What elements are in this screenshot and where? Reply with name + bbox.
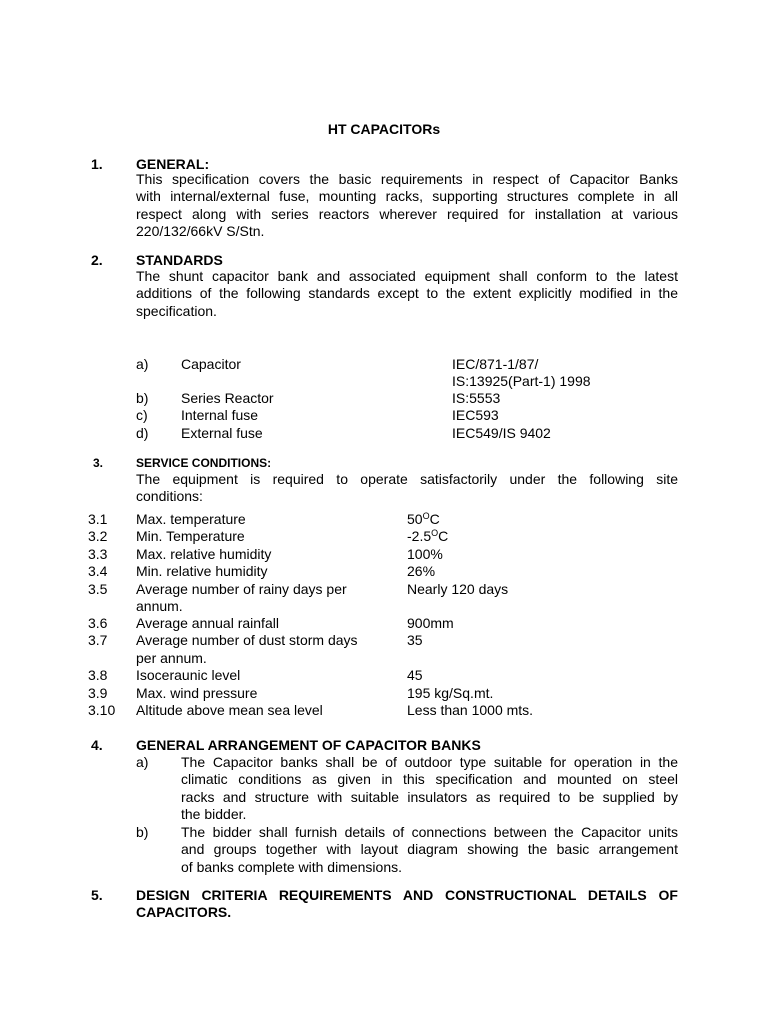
section-2-paragraph [136,268,678,320]
section-2-number: 2. [91,252,103,268]
arrangement-line: of banks complete with dimensions. [181,858,402,875]
section-3-line: The equipment is required to operate satisfactorily under the following site [136,471,678,487]
condition-parameter: Isoceraunic level [136,667,241,683]
section-3-paragraph [136,471,678,506]
standard-item: Internal fuse [181,407,259,423]
condition-parameter: Average number of dust storm days [136,632,358,648]
standard-letter: b) [136,390,149,406]
document-title: HT CAPACITORs [327,121,441,137]
section-5-number: 5. [91,887,103,903]
standard-code: IS:5553 [452,390,501,406]
arrangement-line: racks and structure with suitable insulators as required to be supplied by [181,788,678,805]
section-1-line: with internal/external fuse, mounting racks, supporting structures complete in all [136,188,678,205]
standard-item: Series Reactor [181,390,274,406]
arrangement-line: the bidder. [181,806,247,823]
condition-number: 3.2 [88,528,108,544]
condition-parameter-continued: per annum. [136,650,207,666]
condition-value: 35 [407,632,423,648]
condition-parameter: Min. Temperature [136,528,245,544]
condition-parameter: Average annual rainfall [136,615,279,631]
arrangement-item-letter: a) [136,754,149,770]
condition-value: Nearly 120 days [407,581,509,597]
standard-code: IEC549/IS 9402 [452,425,551,441]
condition-parameter: Min. relative humidity [136,563,268,579]
arrangement-line: and groups together with layout diagram showing the basic arrangement [181,841,678,858]
condition-parameter: Max. temperature [136,511,246,527]
condition-value: 26% [407,563,436,579]
condition-number: 3.8 [88,667,108,683]
section-1-line: This specification covers the basic requirements in respect of Capacitor Banks [136,171,678,187]
section-1-heading: GENERAL: [136,156,210,172]
condition-number: 3.5 [88,581,108,597]
arrangement-item-text [181,754,678,824]
condition-value: 900mm [407,615,454,631]
section-5-line: CAPACITORS. [136,904,232,921]
condition-number: 3.4 [88,563,108,579]
arrangement-item-text [181,824,678,876]
condition-parameter: Altitude above mean sea level [136,702,323,718]
condition-number: 3.3 [88,546,108,562]
condition-value: 45 [407,667,423,683]
condition-number: 3.1 [88,511,108,527]
standard-code: IEC593 [452,407,499,423]
standard-letter: c) [136,407,148,423]
section-5-line: DESIGN CRITERIA REQUIREMENTS AND CONSTRUCTIONAL DETAILS OF [136,887,678,903]
section-1-paragraph [136,171,678,241]
condition-parameter: Max. relative humidity [136,546,272,562]
condition-number: 3.7 [88,632,108,648]
standard-letter: a) [136,356,149,372]
section-2-line: specification. [136,302,217,319]
arrangement-line: climatic conditions as given in this specification and mounted on steel [181,771,678,788]
condition-parameter: Average number of rainy days per [136,581,347,597]
section-2-line: The shunt capacitor bank and associated equipment shall conform to the latest [136,268,678,284]
condition-value: 100% [407,546,443,562]
section-2-heading: STANDARDS [136,252,223,268]
standard-code-continued: IS:13925(Part-1) 1998 [452,373,591,389]
arrangement-line: The bidder shall furnish details of connections between the Capacitor units [181,824,678,840]
section-3-number: 3. [93,456,104,470]
condition-value: $-2.5^OC$ [407,528,449,544]
condition-number: 3.6 [88,615,108,631]
standard-item: Capacitor [181,356,241,372]
section-3-heading: SERVICE CONDITIONS: [136,456,272,470]
arrangement-line: The Capacitor banks shall be of outdoor type suitable for operation in the [181,754,678,770]
section-5-heading [136,887,678,922]
section-2-line: additions of the following standards except to the extent explicitly modified in the [136,285,678,302]
section-1-line: respect along with series reactors wherever required for installation at various [136,205,678,222]
condition-value: $50^OC$ [407,511,440,527]
section-3-line: conditions: [136,488,203,505]
standard-item: External fuse [181,425,263,441]
section-4-number: 4. [91,737,103,753]
section-1-line: 220/132/66kV S/Stn. [136,223,265,240]
standard-code: IEC/871-1/87/ [452,356,539,372]
arrangement-item-letter: b) [136,824,149,840]
condition-number: 3.9 [88,685,108,701]
standard-letter: d) [136,425,149,441]
condition-number: 3.10 [88,702,116,718]
condition-value: Less than 1000 mts. [407,702,534,718]
section-4-heading: GENERAL ARRANGEMENT OF CAPACITOR BANKS [136,737,481,753]
section-1-number: 1. [91,156,103,172]
condition-value: 195 kg/Sq.mt. [407,685,494,701]
condition-parameter-continued: annum. [136,598,183,614]
condition-parameter: Max. wind pressure [136,685,258,701]
